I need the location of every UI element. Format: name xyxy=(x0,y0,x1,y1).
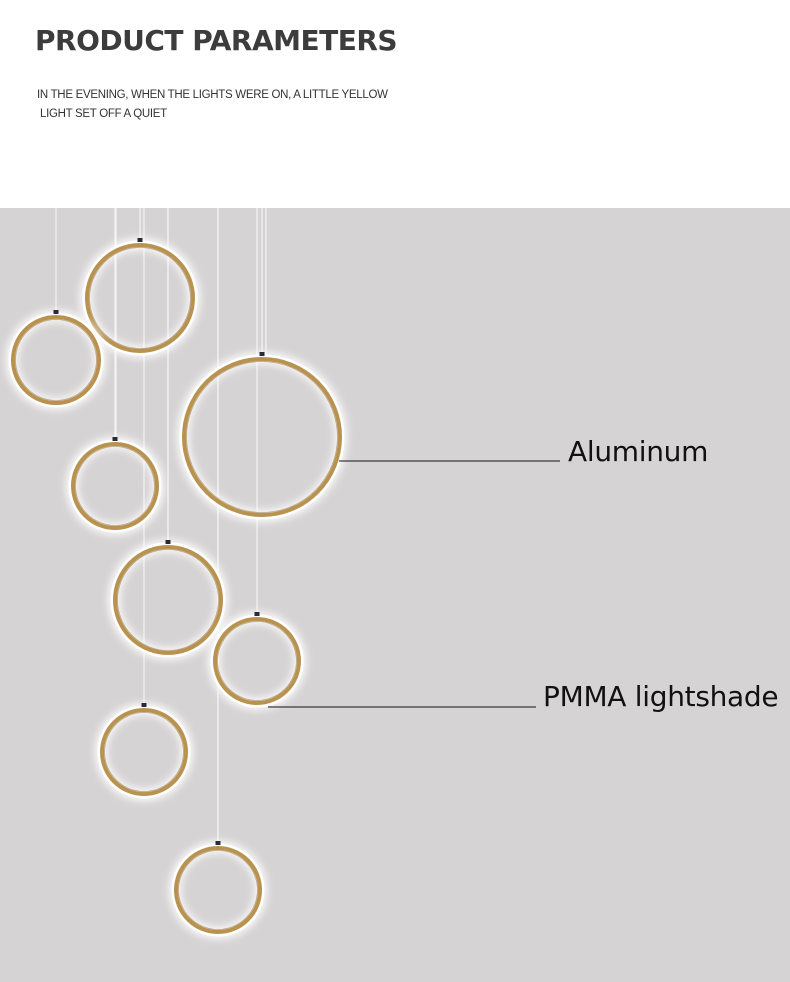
ring-frame xyxy=(87,245,193,351)
ring-mount-cap xyxy=(54,310,59,314)
lamp-ring xyxy=(101,703,187,795)
ring-inner-edge xyxy=(218,622,297,701)
ring-mount-cap xyxy=(138,238,143,242)
ring-frame xyxy=(215,619,299,703)
ring-mount-cap xyxy=(216,841,221,845)
ring-frame xyxy=(13,317,99,403)
ring-mount-cap xyxy=(142,703,147,707)
callout-pmma-label: PMMA lightshade xyxy=(543,680,779,713)
ring-mount-cap xyxy=(113,437,118,441)
subtitle-line-2: LIGHT SET OFF A QUIET xyxy=(40,108,167,120)
lamp-ring xyxy=(12,310,100,404)
lamp-ring xyxy=(86,238,194,352)
lamp-rings xyxy=(12,238,341,933)
callout-aluminum-label: Aluminum xyxy=(568,435,709,468)
subtitle-line-1: IN THE EVENING, WHEN THE LIGHTS WERE ON, A LITTLE YELLOW xyxy=(37,89,388,101)
lamp-ring xyxy=(114,540,222,654)
ring-mount-cap xyxy=(260,352,265,356)
ring-frame xyxy=(115,547,221,653)
ring-inner-edge xyxy=(179,851,258,930)
product-photo xyxy=(0,208,790,982)
page-title: PRODUCT PARAMETERS xyxy=(35,24,398,57)
ring-mount-cap xyxy=(255,612,260,616)
lamp-ring xyxy=(175,841,261,933)
header xyxy=(0,0,790,208)
ring-inner-edge xyxy=(76,447,155,526)
ring-frame xyxy=(184,359,340,515)
page-subtitle xyxy=(37,86,407,124)
ring-frame xyxy=(102,710,186,794)
lamp-ring xyxy=(72,437,158,529)
ring-inner-edge xyxy=(105,713,184,792)
lamp-ring xyxy=(214,612,300,704)
ring-mount-cap xyxy=(166,540,171,544)
ring-frame xyxy=(176,848,260,932)
ring-lamp-illustration xyxy=(0,208,790,982)
lamp-ring xyxy=(183,352,341,516)
